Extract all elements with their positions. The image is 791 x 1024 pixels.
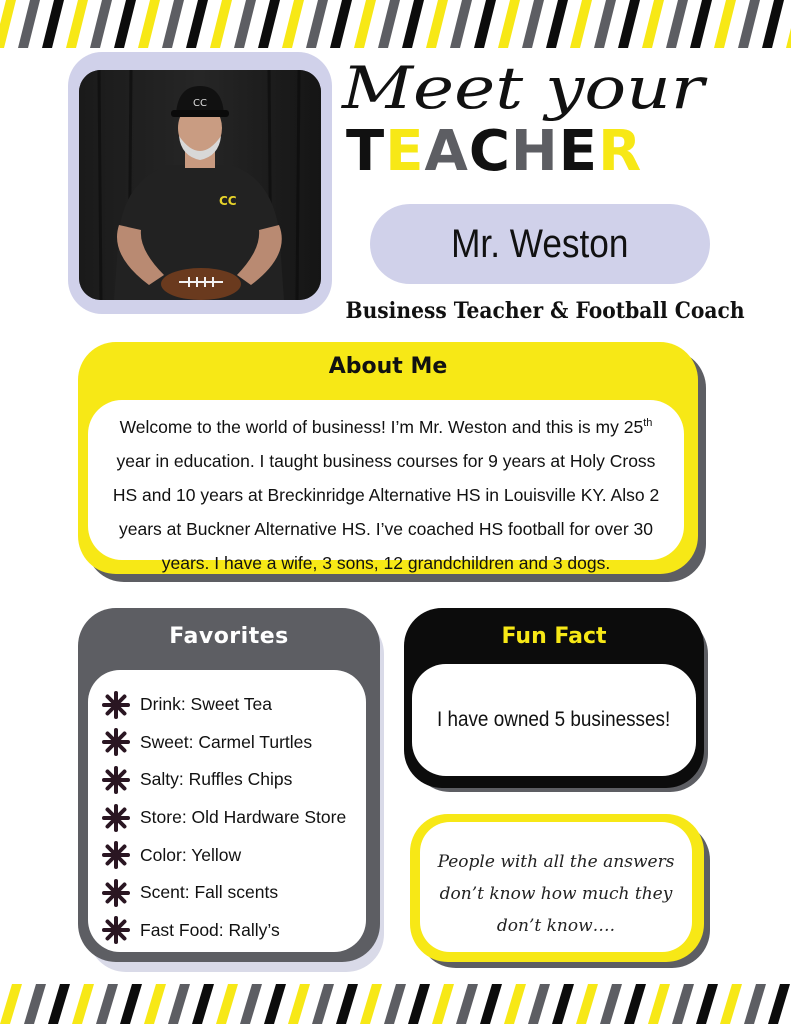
favorite-item-label: Scent: Fall scents — [140, 882, 279, 903]
stripe — [312, 984, 334, 1024]
teacher-photo — [79, 70, 321, 300]
stripe — [474, 0, 496, 48]
teacher-heading — [346, 119, 643, 184]
stripe — [720, 984, 742, 1024]
stripe — [96, 984, 118, 1024]
teacher-heading-letter: A — [424, 119, 469, 184]
stripe — [240, 984, 262, 1024]
teacher-heading-letter: C — [468, 119, 511, 184]
favorite-item — [102, 724, 346, 762]
stripe — [192, 984, 214, 1024]
favorites-body — [88, 670, 366, 952]
stripe — [90, 0, 112, 48]
quote-card — [410, 814, 704, 962]
fun-fact-text: I have owned 5 businesses! — [437, 708, 671, 731]
favorite-item-label: Sweet: Carmel Turtles — [140, 731, 313, 752]
stripe — [408, 984, 430, 1024]
asterisk-icon — [102, 916, 130, 944]
quote-line: People with all the answers — [437, 852, 675, 872]
stripe — [432, 984, 454, 1024]
stripe — [384, 984, 406, 1024]
favorites-card — [78, 608, 380, 962]
favorite-item — [102, 874, 346, 912]
stripe — [48, 984, 70, 1024]
stripe — [618, 0, 640, 48]
favorite-item-label: Color: Yellow — [140, 844, 242, 865]
favorite-item — [102, 836, 346, 874]
top-stripe-border — [0, 0, 791, 48]
stripe — [576, 984, 598, 1024]
bottom-stripe-border — [0, 984, 791, 1024]
fun-fact-card — [404, 608, 704, 788]
asterisk-icon — [102, 766, 130, 794]
stripe — [72, 984, 94, 1024]
stripe — [360, 984, 382, 1024]
asterisk-icon — [102, 879, 130, 907]
favorite-item-label: Fast Food: Rally’s — [140, 919, 280, 940]
stripe — [594, 0, 616, 48]
teacher-heading-letter: H — [510, 119, 559, 184]
stripe — [426, 0, 448, 48]
stripe — [18, 0, 40, 48]
quote-text — [420, 846, 692, 942]
about-me-title: About Me — [328, 354, 448, 379]
stripe — [402, 0, 424, 48]
meet-your-heading — [338, 50, 710, 128]
stripe — [264, 984, 286, 1024]
stripe — [336, 984, 358, 1024]
stripe — [288, 984, 310, 1024]
teacher-role: Business Teacher & Football Coach — [345, 298, 745, 324]
photo-frame — [68, 52, 332, 314]
stripe — [744, 984, 766, 1024]
stripe — [570, 0, 592, 48]
stripe — [666, 0, 688, 48]
stripe — [456, 984, 478, 1024]
stripe — [186, 0, 208, 48]
stripe — [0, 984, 22, 1024]
favorite-item — [102, 799, 346, 837]
stripe — [696, 984, 718, 1024]
quote-line: don’t know…. — [496, 916, 616, 936]
asterisk-icon — [102, 804, 130, 832]
stripe — [648, 984, 670, 1024]
stripe — [528, 984, 550, 1024]
teacher-heading-letter: E — [385, 119, 425, 184]
teacher-name: Mr. Weston — [451, 221, 629, 266]
stripe — [258, 0, 280, 48]
asterisk-icon — [102, 841, 130, 869]
favorite-item — [102, 761, 346, 799]
quote-body — [420, 822, 692, 952]
favorites-title: Favorites — [169, 624, 289, 649]
stripe — [354, 0, 376, 48]
about-me-body — [88, 400, 684, 573]
stripe — [642, 0, 664, 48]
stripe — [24, 984, 46, 1024]
svg-text:CC: CC — [193, 98, 207, 109]
fun-fact-body — [412, 664, 696, 776]
favorite-item — [102, 912, 346, 950]
about-me-card — [78, 342, 698, 574]
stripe — [738, 0, 760, 48]
name-badge — [370, 204, 710, 284]
stripe — [498, 0, 520, 48]
teacher-heading-letter: E — [558, 119, 599, 184]
stripe — [450, 0, 472, 48]
stripe — [282, 0, 304, 48]
stripe — [42, 0, 64, 48]
fun-fact-title: Fun Fact — [501, 624, 607, 649]
stripe — [144, 984, 166, 1024]
about-me-text: Welcome to the world of business! I’m Mr. Weston and this is my 25th year in education. I taught business courses for 9 years at Holy Cross HS and 10 years at Breckinridge Alternative HS in Louisville KY. Also 2 years at Buckner Alternative HS. I’ve coached HS football for over 30 years. I have a wife, 3 sons, 12 grandchildren and 3 dogs. — [112, 416, 660, 573]
asterisk-icon — [102, 728, 130, 756]
stripe — [120, 984, 142, 1024]
teacher-heading-letter: T — [346, 119, 386, 184]
quote-line: don’t know how much they — [439, 884, 673, 904]
stripe — [714, 0, 736, 48]
favorite-item-label: Salty: Ruffles Chips — [140, 769, 293, 790]
teacher-heading-letter: R — [598, 119, 643, 184]
stripe — [600, 984, 622, 1024]
stripe — [690, 0, 712, 48]
stripe — [786, 0, 791, 48]
stripe — [672, 984, 694, 1024]
stripe — [330, 0, 352, 48]
stripe — [522, 0, 544, 48]
stripe — [114, 0, 136, 48]
stripe — [762, 0, 784, 48]
favorite-item — [102, 686, 346, 724]
stripe — [138, 0, 160, 48]
stripe — [480, 984, 502, 1024]
stripe — [552, 984, 574, 1024]
meet-your-text: Meet your — [340, 54, 708, 122]
stripe — [234, 0, 256, 48]
stripe — [768, 984, 790, 1024]
stripe — [306, 0, 328, 48]
stripe — [504, 984, 526, 1024]
stripe — [66, 0, 88, 48]
favorites-list — [102, 686, 346, 949]
stripe — [546, 0, 568, 48]
asterisk-icon — [102, 691, 130, 719]
stripe — [0, 0, 16, 48]
stripe — [378, 0, 400, 48]
favorite-item-label: Store: Old Hardware Store — [140, 807, 347, 828]
stripe — [168, 984, 190, 1024]
stripe — [216, 984, 238, 1024]
svg-text:CC: CC — [219, 194, 237, 208]
stripe — [210, 0, 232, 48]
favorite-item-label: Drink: Sweet Tea — [140, 694, 272, 715]
stripe — [162, 0, 184, 48]
stripe — [624, 984, 646, 1024]
